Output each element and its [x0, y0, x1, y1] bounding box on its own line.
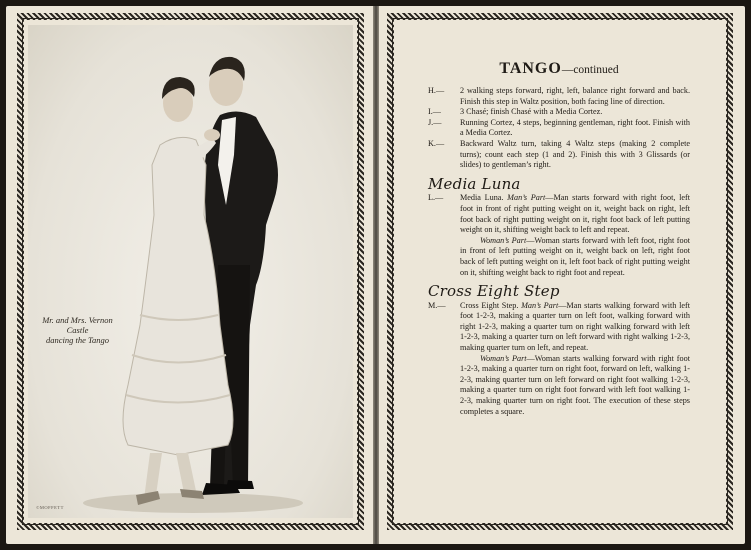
entry-label: L.—: [428, 193, 444, 203]
section-heading-media-luna: Media Luna: [428, 174, 521, 193]
dancers-photograph: [28, 25, 353, 518]
entry-text: 3 Chasé; finish Chasé with a Media Cortez.: [460, 107, 603, 117]
entry-m: [428, 301, 690, 354]
title-main: TANGO: [499, 60, 562, 77]
entry-j: [428, 118, 690, 139]
entry-l: [428, 193, 690, 235]
entry-intro: Media Luna.: [460, 193, 508, 203]
page-title: [428, 60, 690, 78]
entry-label: H.—: [428, 86, 445, 95]
entry-label: K.—: [428, 138, 445, 148]
caption-line-2: dancing the Tango: [46, 335, 109, 345]
entry-text: 2 walking steps forward, right, left, balance right forward and back. Finish this step in Waltz position, both facing line of direction.: [460, 86, 690, 106]
mans-part-label: Man’s Part: [521, 300, 559, 310]
tango-instructions: [428, 86, 690, 417]
mans-part-text: —Man starts walking forward with left foot 1-2-3, making a quarter turn on left foot, walking forward with right 1-2-3, making a quarter turn on right walking forward with left 1-2-3, making a quarter turn on left forward with right walking 1-2-3, making quarter turn on left, and repeat.: [460, 300, 690, 353]
caption-line-1: Mr. and Mrs. Vernon Castle: [42, 315, 113, 335]
womans-part-paragraph: [428, 354, 690, 418]
entry-text: Running Cortez, 4 steps, beginning gentleman, right foot. Finish with a Media Cortez.: [460, 117, 690, 138]
womans-part-paragraph: [428, 236, 690, 278]
entry-intro: Cross Eight Step.: [460, 300, 522, 310]
photo-caption: [40, 315, 115, 345]
entry-h: [428, 86, 690, 107]
mans-part-text: —Man starts forward with right foot, left foot in front of right putting weight on it, weight back on right, left foot back of right putting weight on it, right foot back of left putting weight on it, shifting weight back to left and repeat.: [460, 193, 690, 235]
dancing-couple-illustration: [28, 25, 353, 518]
title-continued: —continued: [561, 64, 619, 76]
entry-i: [428, 107, 690, 118]
entry-label: I.—: [428, 107, 441, 117]
womans-part-label: Woman’s Part: [480, 353, 527, 363]
entry-text: Backward Waltz turn, taking 4 Waltz steps (making 2 complete turns); count each step (1 and 2). Finish this with 3 Glissards (or slides) to gentleman’s right.: [460, 138, 690, 170]
mans-part-label: Man’s Part: [507, 193, 546, 203]
womans-part-label: Woman’s Part: [480, 235, 527, 245]
womans-part-text: —Woman starts forward with left foot, right foot in front of left putting weight on it, weight back on left, right foot back of left putting weight on it, left foot back of right putting weight on it, shifting weight back to right foot and repeat.: [460, 235, 690, 277]
entry-k: [428, 139, 690, 171]
entry-label: M.—: [428, 300, 446, 310]
womans-part-text: —Woman starts walking forward with right foot 1-2-3, making a quarter turn on right foot, forward on left, walking 1-2-3, making quarter turn on left forward on right foot walking 1-2-3, making a quarter turn on right foot forward with left foot walking 1-2-3, making quarter turn on right foot. The execution of these steps completes a square.: [460, 353, 690, 416]
section-heading-cross-eight-step: Cross Eight Step: [428, 282, 560, 301]
entry-label: J.—: [428, 117, 442, 127]
photo-credit: ©MOFFETT: [36, 505, 64, 510]
